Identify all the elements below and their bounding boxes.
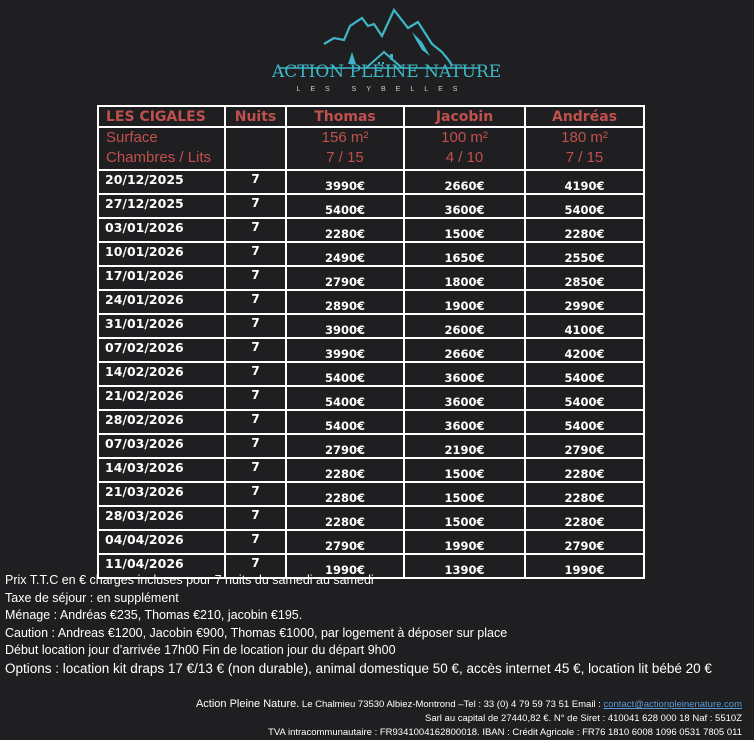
- table-header-row: [98, 106, 644, 127]
- row-date: 31/01/2026: [98, 314, 225, 338]
- price-thomas: 2890€: [286, 290, 404, 314]
- price-andreas: 2850€: [525, 266, 644, 290]
- chalet-header-thomas: Thomas: [286, 106, 404, 127]
- price-jacobin: 3600€: [404, 194, 525, 218]
- table-row: [98, 194, 644, 218]
- table-row: [98, 386, 644, 410]
- rooms-label: Chambres / Lits: [106, 149, 212, 166]
- price-andreas: 2790€: [525, 530, 644, 554]
- price-andreas: 2280€: [525, 482, 644, 506]
- price-andreas: 4190€: [525, 170, 644, 194]
- row-date: 21/03/2026: [98, 482, 225, 506]
- price-thomas: 5400€: [286, 362, 404, 386]
- price-thomas: 2280€: [286, 482, 404, 506]
- price-rows: [98, 170, 644, 578]
- table-row: [98, 218, 644, 242]
- notes-block: [5, 572, 712, 677]
- table-row: [98, 482, 644, 506]
- row-nights: 7: [225, 194, 286, 218]
- row-nights: 7: [225, 362, 286, 386]
- deposit-note: Caution : Andreas €1200, Jacobin €900, Thomas €1000, par logement à déposer sur place: [5, 625, 508, 640]
- row-date: 14/03/2026: [98, 458, 225, 482]
- price-table: [97, 105, 645, 579]
- price-thomas: 3990€: [286, 338, 404, 362]
- company-logo: [272, 6, 502, 98]
- row-nights: 7: [225, 434, 286, 458]
- surface-label: Surface: [106, 129, 158, 146]
- row-nights: 7: [225, 530, 286, 554]
- price-jacobin: 1500€: [404, 482, 525, 506]
- price-thomas: 2790€: [286, 266, 404, 290]
- row-date: 10/01/2026: [98, 242, 225, 266]
- table-row: [98, 506, 644, 530]
- specs-row: [98, 127, 644, 170]
- row-nights: 7: [225, 242, 286, 266]
- price-jacobin: 1500€: [404, 218, 525, 242]
- row-nights: 7: [225, 506, 286, 530]
- table-row: [98, 290, 644, 314]
- footer-contact-line: [196, 697, 742, 712]
- rooms-value: 7 / 15: [565, 149, 604, 166]
- price-thomas: 2280€: [286, 458, 404, 482]
- price-andreas: 4100€: [525, 314, 644, 338]
- price-jacobin: 2600€: [404, 314, 525, 338]
- logo-brand-text: ACTION PLEINE NATURE: [272, 62, 502, 82]
- row-nights: 7: [225, 218, 286, 242]
- price-jacobin: 2660€: [404, 338, 525, 362]
- row-date: 11/04/2026: [98, 554, 225, 578]
- residence-name: LES CIGALES: [98, 106, 225, 127]
- price-jacobin: 1990€: [404, 530, 525, 554]
- table-row: [98, 170, 644, 194]
- rooms-value: 4 / 10: [445, 149, 484, 166]
- row-nights: 7: [225, 314, 286, 338]
- row-nights: 7: [225, 338, 286, 362]
- tax-note: Taxe de séjour : en supplément: [5, 590, 179, 605]
- price-andreas: 2990€: [525, 290, 644, 314]
- row-date: 24/01/2026: [98, 290, 225, 314]
- price-jacobin: 1500€: [404, 458, 525, 482]
- row-nights: 7: [225, 482, 286, 506]
- row-date: 04/04/2026: [98, 530, 225, 554]
- rooms-value: 7 / 15: [326, 149, 364, 166]
- specs-thomas: [286, 127, 404, 170]
- footer-address: Le Chalmieu 73530 Albiez-Montrond –Tel : 33 (0) 4 79 59 73 51 Email :: [299, 699, 604, 710]
- footer: [196, 697, 742, 740]
- row-date: 03/01/2026: [98, 218, 225, 242]
- price-jacobin: 1650€: [404, 242, 525, 266]
- price-info-note: Prix T.T.C en € charges incluses pour 7 nuits du samedi au samedi: [5, 573, 374, 587]
- surface-value: 180 m²: [561, 129, 608, 146]
- price-jacobin: 2660€: [404, 170, 525, 194]
- price-andreas: 2550€: [525, 242, 644, 266]
- surface-value: 100 m²: [441, 129, 488, 146]
- row-nights: 7: [225, 410, 286, 434]
- table-row: [98, 434, 644, 458]
- table-row: [98, 530, 644, 554]
- table-row: [98, 338, 644, 362]
- price-andreas: 5400€: [525, 386, 644, 410]
- table-row: [98, 266, 644, 290]
- cleaning-note: Ménage : Andréas €235, Thomas €210, jacobin €195.: [5, 608, 303, 622]
- price-thomas: 5400€: [286, 194, 404, 218]
- price-jacobin: 2190€: [404, 434, 525, 458]
- table-row: [98, 410, 644, 434]
- specs-jacobin: [404, 127, 525, 170]
- footer-bank: TVA intracommunautaire : FR9341004162800018. IBAN : Crédit Agricole : FR76 1810 6008 1096 0531 7805 011: [268, 727, 742, 738]
- price-thomas: 2490€: [286, 242, 404, 266]
- price-thomas: 2280€: [286, 218, 404, 242]
- logo-subtitle: LES SYBELLES: [296, 86, 468, 93]
- specs-empty-cell: [225, 127, 286, 170]
- checkin-note: Début location jour d’arrivée 17h00 Fin de location jour du départ 9h00: [5, 643, 396, 657]
- table-row: [98, 242, 644, 266]
- row-date: 28/03/2026: [98, 506, 225, 530]
- price-jacobin: 1800€: [404, 266, 525, 290]
- price-thomas: 2280€: [286, 506, 404, 530]
- chalet-header-jacobin: Jacobin: [404, 106, 525, 127]
- table-row: [98, 362, 644, 386]
- price-andreas: 5400€: [525, 194, 644, 218]
- row-date: 20/12/2025: [98, 170, 225, 194]
- price-andreas: 2280€: [525, 218, 644, 242]
- surface-value: 156 m²: [321, 129, 369, 146]
- options-note: Options : location kit draps 17 €/13 € (non durable), animal domestique 50 €, accès internet 45 €, location lit bébé 20 €: [5, 660, 712, 676]
- price-andreas: 2790€: [525, 434, 644, 458]
- row-date: 14/02/2026: [98, 362, 225, 386]
- row-date: 27/12/2025: [98, 194, 225, 218]
- row-nights: 7: [225, 458, 286, 482]
- table-row: [98, 314, 644, 338]
- price-thomas: 5400€: [286, 386, 404, 410]
- price-jacobin: 1500€: [404, 506, 525, 530]
- price-jacobin: 3600€: [404, 386, 525, 410]
- table-row: [98, 458, 644, 482]
- price-jacobin: 3600€: [404, 410, 525, 434]
- price-thomas: 2790€: [286, 530, 404, 554]
- price-thomas: 3990€: [286, 170, 404, 194]
- footer-company: Action Pleine Nature.: [195, 698, 300, 710]
- price-andreas: 1990€: [525, 554, 644, 578]
- row-nights: 7: [225, 290, 286, 314]
- price-andreas: 2280€: [525, 458, 644, 482]
- nights-header: Nuits: [225, 106, 286, 127]
- price-andreas: 5400€: [525, 410, 644, 434]
- price-thomas: 2790€: [286, 434, 404, 458]
- specs-andreas: [525, 127, 644, 170]
- specs-labels: [98, 127, 225, 170]
- price-andreas: 4200€: [525, 338, 644, 362]
- row-date: 07/03/2026: [98, 434, 225, 458]
- footer-legal: Sarl au capital de 27440,82 €. N° de Siret : 410041 628 000 18 Naf : 5510Z: [425, 713, 742, 724]
- price-andreas: 5400€: [525, 362, 644, 386]
- row-date: 21/02/2026: [98, 386, 225, 410]
- row-nights: 7: [225, 386, 286, 410]
- price-thomas: 1990€: [286, 554, 404, 578]
- price-jacobin: 3600€: [404, 362, 525, 386]
- email-link[interactable]: contact@actionpleinenature.com: [603, 699, 742, 710]
- price-thomas: 3900€: [286, 314, 404, 338]
- chalet-header-andreas: Andréas: [525, 106, 644, 127]
- row-date: 17/01/2026: [98, 266, 225, 290]
- row-nights: 7: [225, 170, 286, 194]
- row-date: 28/02/2026: [98, 410, 225, 434]
- price-jacobin: 1390€: [404, 554, 525, 578]
- row-nights: 7: [225, 554, 286, 578]
- price-andreas: 2280€: [525, 506, 644, 530]
- price-jacobin: 1900€: [404, 290, 525, 314]
- row-date: 07/02/2026: [98, 338, 225, 362]
- row-nights: 7: [225, 266, 286, 290]
- price-thomas: 5400€: [286, 410, 404, 434]
